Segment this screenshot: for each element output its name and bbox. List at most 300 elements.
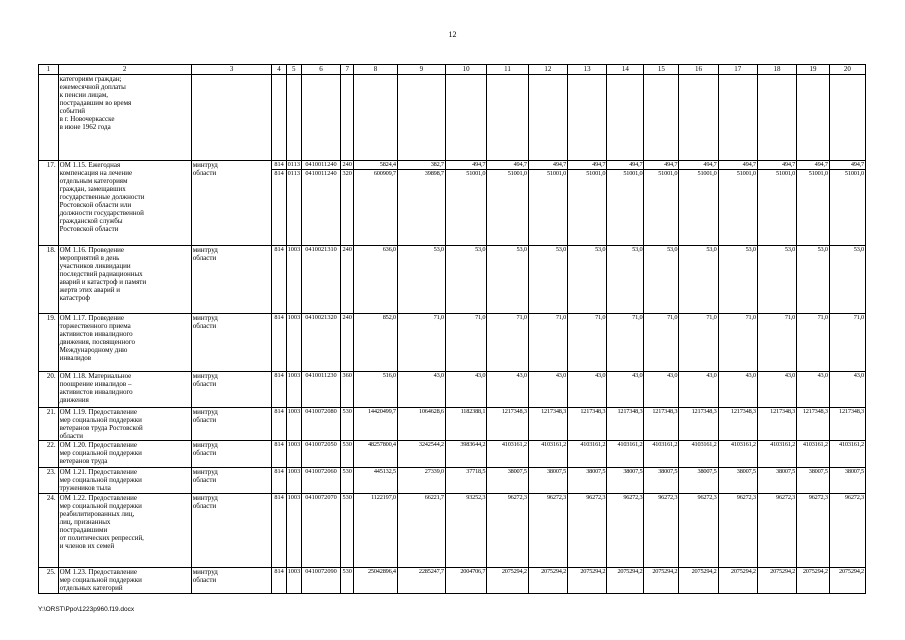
amount-cell: 66221,7 [397, 494, 445, 568]
amount-cell: 494,7 [528, 161, 567, 170]
row-number: 21. [39, 408, 59, 441]
amount-cell: 71,0 [718, 314, 757, 372]
measure-name-line: и членов их семей [59, 542, 115, 550]
amount-cell: 1217348,3 [797, 408, 830, 441]
amount-cell: 51001,0 [829, 170, 865, 246]
measure-name-line: движения [59, 396, 89, 404]
measure-name [58, 468, 191, 494]
measure-name-line: мер социальной поддержки [59, 416, 142, 424]
measure-name-line: мер социальной поддержки [59, 476, 142, 484]
csr-code: 0410011240 [301, 170, 340, 246]
measure-name-line: пострадавшим во время [59, 99, 132, 107]
amount-cell: 71,0 [829, 314, 865, 372]
amount-cell: 4103161,2 [797, 441, 830, 468]
measure-name-line: жертв этих аварий и [59, 286, 120, 294]
amount-cell: 5824,4 [354, 161, 398, 170]
measure-name-line: ОМ 1.16. Проведение [59, 246, 125, 254]
amount-cell: 1217348,3 [829, 408, 865, 441]
grbs-code: 814 [272, 494, 286, 568]
amount-cell: 51001,0 [644, 170, 679, 246]
table-row [39, 246, 866, 314]
measure-name-line: мер социальной поддержки [59, 449, 142, 457]
measure-name-line: ОМ 1.18. Материальное [59, 372, 132, 380]
amount-cell: 1217348,3 [679, 408, 718, 441]
amount-cell: 51001,0 [528, 170, 567, 246]
amount-cell: 2004706,7 [445, 568, 486, 594]
amount-cell: 445132,5 [354, 468, 398, 494]
executor [191, 441, 272, 468]
grbs-code: 814 [272, 161, 286, 170]
header-cell: 5 [286, 65, 301, 75]
table-row [39, 372, 866, 408]
csr-code: 0410011230 [301, 372, 340, 408]
measure-name-line: должности государственной [59, 209, 144, 217]
amount-cell: 71,0 [679, 314, 718, 372]
measure-name-line: реабилитированных лиц, [59, 510, 135, 518]
amount-cell: 4103161,2 [679, 441, 718, 468]
amount-cell: 494,7 [568, 161, 607, 170]
amount-cell: 43,0 [445, 372, 486, 408]
empty-cell [445, 75, 486, 161]
executor-line: области [192, 502, 217, 510]
amount-cell: 48257800,4 [354, 441, 398, 468]
amount-cell: 3242544,2 [397, 441, 445, 468]
amount-cell: 71,0 [797, 314, 830, 372]
amount-cell: 96272,3 [528, 494, 567, 568]
amount-cell: 2075294,2 [718, 568, 757, 594]
executor-line: минтруд [192, 441, 218, 449]
row-number: 25. [39, 568, 59, 594]
executor [191, 246, 272, 314]
row-number: 19. [39, 314, 59, 372]
executor-line: области [192, 449, 217, 457]
amount-cell: 494,7 [757, 161, 796, 170]
amount-cell: 494,7 [607, 161, 644, 170]
amount-cell: 4103161,2 [607, 441, 644, 468]
executor-line: минтруд [192, 161, 218, 169]
header-cell: 14 [607, 65, 644, 75]
measure-name-line: движения, посвященного [59, 338, 135, 346]
measure-name-line: государственные должности [59, 193, 145, 201]
measure-name-line: Ростовской области или [59, 201, 132, 209]
table-row [39, 441, 866, 468]
amount-cell: 1217348,3 [528, 408, 567, 441]
measure-name-line: в г. Новочеркасске [59, 115, 115, 123]
empty-cell [679, 75, 718, 161]
amount-cell: 51001,0 [445, 170, 486, 246]
csr-code: 0410072090 [301, 568, 340, 594]
empty-cell [286, 75, 301, 161]
amount-cell: 25042896,4 [354, 568, 398, 594]
header-cell: 19 [797, 65, 830, 75]
amount-cell: 51001,0 [487, 170, 528, 246]
header-cell: 1 [39, 65, 59, 75]
amount-cell: 51001,0 [679, 170, 718, 246]
executor-line: области [192, 416, 217, 424]
csr-code: 0410072070 [301, 494, 340, 568]
measure-name-line: ОМ 1.22. Предоставление [59, 494, 137, 502]
amount-cell: 53,0 [797, 246, 830, 314]
header-cell: 4 [272, 65, 286, 75]
measure-name-line: лиц, признанных [59, 518, 111, 526]
empty-cell [272, 75, 286, 161]
measure-name-line: мер социальной поддержки [59, 576, 142, 584]
empty-cell [301, 75, 340, 161]
measure-name-line: активистов инвалидного [59, 388, 133, 396]
amount-cell: 2075294,2 [679, 568, 718, 594]
amount-cell: 71,0 [757, 314, 796, 372]
amount-cell: 1064628,6 [397, 408, 445, 441]
row-number: 18. [39, 246, 59, 314]
rzpr-code: 1003 [286, 441, 301, 468]
amount-cell: 96272,3 [644, 494, 679, 568]
measure-name-line: в июне 1962 года [59, 123, 111, 131]
amount-cell: 96272,3 [757, 494, 796, 568]
csr-code: 0410072050 [301, 441, 340, 468]
row-number-cell [39, 75, 59, 161]
vr-code: 240 [342, 161, 352, 168]
csr-code: 0410011240 [301, 161, 340, 170]
amount-cell: 53,0 [445, 246, 486, 314]
amount-cell: 1217348,3 [757, 408, 796, 441]
measure-name-line: тружеников тыла [59, 484, 111, 492]
amount-cell: 43,0 [568, 372, 607, 408]
amount-cell: 37718,5 [445, 468, 486, 494]
amount-cell: 38007,5 [718, 468, 757, 494]
amount-cell: 494,7 [679, 161, 718, 170]
amount-cell: 38007,5 [757, 468, 796, 494]
amount-cell: 636,0 [354, 246, 398, 314]
amount-cell: 4103161,2 [829, 441, 865, 468]
measure-name-line: аварий и катастроф и памяти [59, 278, 147, 286]
header-cell: 15 [644, 65, 679, 75]
measure-name-line: области [59, 432, 84, 440]
grbs-code: 814 [272, 372, 286, 408]
amount-cell: 2285247,7 [397, 568, 445, 594]
executor-line: минтруд [192, 468, 218, 476]
row-number: 17. [39, 161, 59, 246]
grbs-code: 814 [272, 314, 286, 372]
header-row [39, 65, 866, 75]
amount-cell: 71,0 [568, 314, 607, 372]
amount-cell: 3983644,2 [445, 441, 486, 468]
amount-cell: 1217348,3 [487, 408, 528, 441]
header-cell: 16 [679, 65, 718, 75]
executor [191, 568, 272, 594]
vr-code: 530 [341, 441, 354, 468]
executor-line: области [192, 169, 217, 177]
csr-code: 0410072080 [301, 408, 340, 441]
amount-cell: 51001,0 [568, 170, 607, 246]
empty-cell [757, 75, 796, 161]
measure-name [58, 246, 191, 314]
measure-name-line: мер социальной поддержки [59, 502, 142, 510]
measure-name-line: мероприятий в день [59, 254, 120, 262]
footer-file-path: Y:\ORST\Ppo\1223p960.f19.docx [38, 606, 135, 613]
measure-name-line: активистов инвалидного [59, 330, 133, 338]
measure-name-line: ветеранов труда [59, 457, 108, 465]
amount-cell: 43,0 [757, 372, 796, 408]
amount-cell: 71,0 [397, 314, 445, 372]
amount-cell: 27339,0 [397, 468, 445, 494]
amount-cell: 43,0 [644, 372, 679, 408]
amount-cell: 96272,3 [718, 494, 757, 568]
amount-cell: 1182388,1 [445, 408, 486, 441]
amount-cell: 71,0 [487, 314, 528, 372]
measure-name-line: ОМ 1.17. Проведение [59, 314, 125, 322]
measure-name-line: ОМ 1.23. Предоставление [59, 568, 137, 576]
executor [191, 408, 272, 441]
rzpr-code: 0113 [286, 170, 301, 246]
amount-cell: 1217348,3 [607, 408, 644, 441]
grbs-code: 814 [272, 246, 286, 314]
measure-name-line: Международному дню [59, 346, 128, 354]
vr-code: 530 [341, 408, 354, 441]
header-cell: 11 [487, 65, 528, 75]
measure-name [58, 441, 191, 468]
rzpr-code: 1003 [286, 372, 301, 408]
executor [191, 314, 272, 372]
measure-name-line: событий [59, 107, 86, 115]
amount-cell: 4103161,2 [644, 441, 679, 468]
executor [191, 494, 272, 568]
row-number: 20. [39, 372, 59, 408]
csr-code: 0410021310 [301, 246, 340, 314]
executor-line: минтруд [192, 246, 218, 254]
table-row [39, 494, 866, 568]
header-cell: 2 [58, 65, 191, 75]
table-row [39, 408, 866, 441]
amount-cell: 96272,3 [797, 494, 830, 568]
amount-cell: 96272,3 [607, 494, 644, 568]
executor-line: области [192, 322, 217, 330]
amount-cell: 53,0 [718, 246, 757, 314]
amount-cell: 2075294,2 [528, 568, 567, 594]
executor-line: минтруд [192, 314, 218, 322]
measure-name [58, 494, 191, 568]
measure-name-line: граждан, замещавших [59, 185, 126, 193]
grbs-code: 814 [272, 170, 286, 246]
budget-table [38, 64, 866, 594]
measure-name-line: ветеранов труда Ростовской [59, 424, 143, 432]
page-number: 12 [448, 30, 457, 39]
header-cell: 3 [191, 65, 272, 75]
amount-cell: 43,0 [679, 372, 718, 408]
table-row [39, 568, 866, 594]
amount-cell: 93252,3 [445, 494, 486, 568]
empty-cell [568, 75, 607, 161]
amount-cell: 382,7 [397, 161, 445, 170]
header-cell: 9 [397, 65, 445, 75]
amount-cell: 43,0 [487, 372, 528, 408]
measure-name-line: ОМ 1.21. Предоставление [59, 468, 137, 476]
header-cell: 18 [757, 65, 796, 75]
amount-cell: 4103161,2 [568, 441, 607, 468]
amount-cell: 96272,3 [568, 494, 607, 568]
rzpr-code: 1003 [286, 314, 301, 372]
amount-cell: 38007,5 [644, 468, 679, 494]
amount-cell: 96272,3 [829, 494, 865, 568]
amount-cell: 51001,0 [757, 170, 796, 246]
amount-cell: 494,7 [644, 161, 679, 170]
empty-cell [341, 75, 354, 161]
header-cell: 13 [568, 65, 607, 75]
empty-cell [607, 75, 644, 161]
amount-cell: 494,7 [829, 161, 865, 170]
empty-cell [829, 75, 865, 161]
empty-cell [644, 75, 679, 161]
table-row [39, 161, 866, 170]
rzpr-code: 1003 [286, 568, 301, 594]
measure-name [58, 161, 191, 246]
vr-code: 530 [341, 494, 354, 568]
amount-cell: 53,0 [487, 246, 528, 314]
vr-code: 240 [341, 314, 354, 372]
amount-cell: 53,0 [644, 246, 679, 314]
empty-cell [487, 75, 528, 161]
amount-cell: 4103161,2 [487, 441, 528, 468]
amount-cell: 43,0 [718, 372, 757, 408]
amount-cell: 38007,5 [607, 468, 644, 494]
measure-name-line: поощрение инвалидов – [59, 380, 132, 388]
executor-line: минтруд [192, 408, 218, 416]
header-cell: 6 [301, 65, 340, 75]
amount-cell: 53,0 [528, 246, 567, 314]
rzpr-code: 0113 [287, 161, 300, 168]
header-cell: 20 [829, 65, 865, 75]
measure-name-line: отдельных категорий [59, 584, 123, 592]
amount-cell: 96272,3 [679, 494, 718, 568]
amount-cell: 494,7 [797, 161, 830, 170]
measure-name-line: ОМ 1.19. Предоставление [59, 408, 137, 416]
rzpr-code: 1003 [286, 246, 301, 314]
amount-cell: 2075294,2 [757, 568, 796, 594]
rzpr-code: 1003 [286, 408, 301, 441]
row-number: 24. [39, 494, 59, 568]
amount-cell: 39898,7 [397, 170, 445, 246]
budget-table-wrapper [38, 64, 866, 594]
amount-cell: 38007,5 [679, 468, 718, 494]
grbs-code: 814 [272, 468, 286, 494]
measure-name-line: катастроф [59, 294, 90, 302]
table-row [39, 468, 866, 494]
amount-cell: 51001,0 [607, 170, 644, 246]
executor-line: минтруд [192, 494, 218, 502]
measure-name-line: пострадавшими [59, 526, 108, 534]
amount-cell: 4103161,2 [528, 441, 567, 468]
amount-cell: 1217348,3 [644, 408, 679, 441]
amount-cell: 43,0 [528, 372, 567, 408]
csr-code: 0410021320 [301, 314, 340, 372]
vr-code: 530 [341, 468, 354, 494]
executor [191, 161, 272, 246]
executor-line: области [192, 254, 217, 262]
measure-name [58, 314, 191, 372]
amount-cell: 516,0 [354, 372, 398, 408]
vr-code: 320 [341, 170, 354, 246]
amount-cell: 53,0 [679, 246, 718, 314]
empty-cell [354, 75, 398, 161]
amount-cell: 1122197,0 [354, 494, 398, 568]
empty-cell [397, 75, 445, 161]
executor [191, 468, 272, 494]
amount-cell: 43,0 [829, 372, 865, 408]
continuation-row [39, 75, 866, 161]
header-cell: 8 [354, 65, 398, 75]
amount-cell: 38007,5 [797, 468, 830, 494]
amount-cell: 494,7 [487, 161, 528, 170]
measure-name-line: последствий радиационных [59, 270, 143, 278]
amount-cell: 53,0 [397, 246, 445, 314]
amount-cell: 600909,7 [354, 170, 398, 246]
amount-cell: 53,0 [568, 246, 607, 314]
header-cell: 10 [445, 65, 486, 75]
executor-line: минтруд [192, 372, 218, 380]
measure-name-line: отдельным категориям [59, 177, 128, 185]
measure-name-line: инвалидов [59, 354, 92, 362]
measure-name [58, 372, 191, 408]
measure-name [58, 75, 191, 161]
amount-cell: 14420499,7 [354, 408, 398, 441]
header-cell: 12 [528, 65, 567, 75]
measure-name [58, 568, 191, 594]
measure-name-line: к пенсии лицам, [59, 91, 108, 99]
amount-cell: 38007,5 [528, 468, 567, 494]
amount-cell: 494,7 [718, 161, 757, 170]
executor-line: области [192, 576, 217, 584]
amount-cell: 71,0 [445, 314, 486, 372]
measure-name-line: категориям граждан; [59, 75, 122, 83]
measure-name-line: от политических репрессий, [59, 534, 144, 542]
amount-cell: 1217348,3 [568, 408, 607, 441]
measure-name-line: гражданской службы [59, 217, 123, 225]
amount-cell: 43,0 [607, 372, 644, 408]
amount-cell: 53,0 [757, 246, 796, 314]
amount-cell: 71,0 [644, 314, 679, 372]
amount-cell: 53,0 [829, 246, 865, 314]
rzpr-code: 1003 [286, 494, 301, 568]
executor-line: области [192, 476, 217, 484]
executor-line: области [192, 380, 217, 388]
vr-code: 530 [341, 568, 354, 594]
measure-name-line: ОМ 1.15. Ежегодная [59, 161, 121, 169]
measure-name-line: ОМ 1.20. Предоставление [59, 441, 137, 449]
amount-cell: 2075294,2 [797, 568, 830, 594]
amount-cell: 38007,5 [487, 468, 528, 494]
amount-cell: 2075294,2 [487, 568, 528, 594]
amount-cell: 38007,5 [568, 468, 607, 494]
vr-code: 240 [341, 246, 354, 314]
empty-cell [528, 75, 567, 161]
amount-cell: 43,0 [397, 372, 445, 408]
amount-cell: 53,0 [607, 246, 644, 314]
amount-cell: 51001,0 [718, 170, 757, 246]
amount-cell: 38007,5 [829, 468, 865, 494]
row-number: 23. [39, 468, 59, 494]
amount-cell: 494,7 [445, 161, 486, 170]
empty-cell [797, 75, 830, 161]
vr-code: 360 [341, 372, 354, 408]
measure-name-line: Ростовской области [59, 225, 119, 233]
table-row [39, 314, 866, 372]
amount-cell: 2075294,2 [568, 568, 607, 594]
amount-cell: 1217348,3 [718, 408, 757, 441]
measure-name-line: участников ликвидации [59, 262, 131, 270]
amount-cell: 71,0 [528, 314, 567, 372]
measure-name [58, 408, 191, 441]
amount-cell: 852,0 [354, 314, 398, 372]
rzpr-code: 1003 [286, 468, 301, 494]
